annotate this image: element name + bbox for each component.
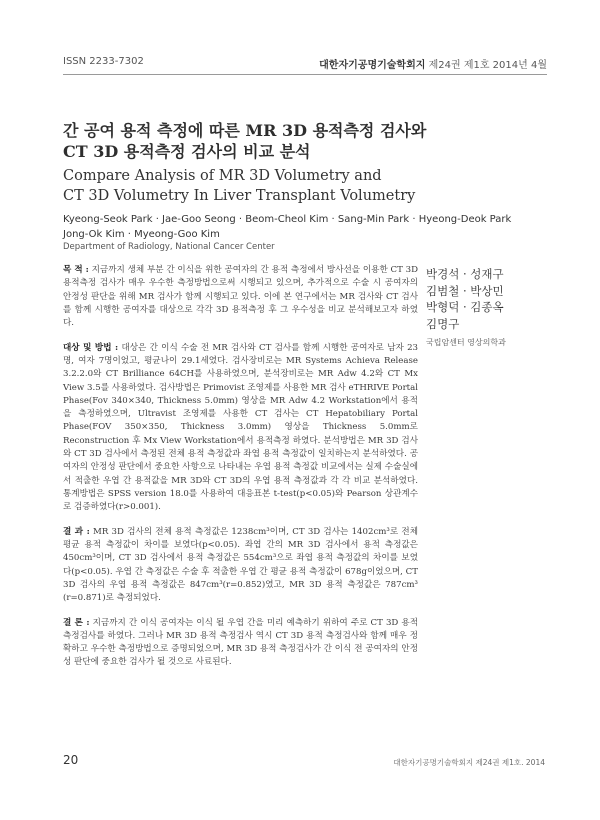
header-divider	[63, 74, 547, 75]
authors-line1: Kyeong-Seok Park · Jae-Goo Seong · Beom-Cheol Kim · Sang-Min Park · Hyeong-Deok Park	[63, 214, 512, 225]
footer-journal-info: 대한자기공명기술학회지 제24권 제1호. 2014	[393, 758, 545, 767]
purpose-text: 지금까지 생체 부분 간 이식을 위한 공여자의 간 용적 측정에서 방사선을 이용한 CT 3D 용적측정 검사가 매우 우수한 측정방법으로써 시행되고 있으며, 추가적으로 수술 시 공여자의 안정성 판단을 위해 MR 검사가 함께 시행되고 있다. 이에 본 연구에서는 MR 검사와 CT 검사를 함께 시행한 공여자를 대상으로 각각 3D 용적측정 후 그 우수성을 비교 분석해보고자 하였다.	[63, 265, 418, 329]
korean-names-line1: 박경석 · 성재구	[426, 267, 504, 281]
methods-text: 대상은 간 이식 수술 전 MR 검사와 CT 검사를 함께 시행한 공여자로 남자 23명, 여자 7명이었고, 평균나이 29.1세였다. 검사장비로는 MR Systems Achieva Release 3.2.2.0와 CT Brilliance 64CH를 사용하였으며, 분석장비로는 MR Adw 4.2와 CT Mx View 3.5를 사용하였다. 검사방법은 Primovist 조영제를 사용한 MR 검사 eTHRIVE Portal Phase(Fov 340×340, Thickness 5.0mm) 영상을 MR Adw 4.2 Workstation에서 용적을 측정하였으며, Ultravist 조영제를 사용한 CT 검사는 CT Hepatobiliary Portal Phase(FOV 350×350, Thickness 3.0mm) 영상을 Thickness 5.0mm로 Reconstruction 후 Mx View Workstation에서 용적측정 하였다. 분석방법은 MR 3D 검사와 CT 3D 검사에서 측정된 전체 용적 측정값과 좌엽 용적 측정값이 일치하는지 분석하였다. 공여자의 안정성 판단에서 중요한 사항으로 나타내는 우엽 용적 측정값 비교에서는 실제 수술실에서 적출한 우엽 간 용적값을 MR 3D와 CT 3D의 우엽 용적 측정값과 각 각 비교 분석하였다. 통계방법은 SPSS version 18.0를 사용하여 대응표본 t-test(p<0.05)와 Pearson 상관계수로 검증하였다(r>0.001).	[63, 342, 418, 513]
english-title-line2: CT 3D Volumetry In Liver Transplant Volumetry	[63, 187, 416, 204]
abstract	[63, 264, 418, 681]
department: Department of Radiology, National Cancer Center	[63, 242, 275, 252]
conclusion-label: 결 론 :	[63, 617, 90, 628]
abstract-methods	[63, 342, 418, 515]
page-number: 20	[63, 753, 79, 767]
volume-info: 제24권 제1호 2014년 4월	[428, 60, 547, 71]
results-text: MR 3D 검사의 전체 용적 측정값은 1238cm³이며, CT 3D 검사는 1402cm³로 전체 평균 용적 측정값이 차이를 보였다(p<0.05). 좌엽 간의 MR 3D 검사에서 용적 측정값은 450cm³이며, CT 3D 검사에서 용적 측정값은 554cm³으로 좌엽 용적 측정값의 차이를 보였다(p<0.05). 우엽 간 측정값은 수술 후 적출한 우엽 간 평균 용적 측정값이 678g이었으며, CT 3D 검사의 우엽 용적 측정값은 847cm³(r=0.852)였고, MR 3D 용적 측정값은 787cm³ (r=0.871)로 측정되었다.	[63, 526, 419, 604]
korean-names-line4: 김명구	[426, 317, 460, 332]
korean-author-names	[426, 266, 546, 333]
english-title	[63, 167, 543, 206]
purpose-label: 목 적 :	[63, 265, 89, 275]
abstract-purpose	[63, 264, 418, 331]
conclusion-text: 지금까지 간 이식 공여자는 이식 될 우엽 간을 미리 예측하기 위하여 주로 CT 3D 용적 측정검사를 하였다. 그러나 MR 3D 용적 측정검사 역시 CT 3D 용적 측정검사와 함께 매우 정확하고 우수한 측정방법으로 증명되었으며, MR 3D 용적 측정검사가 간 이식 전 공여자의 안정성 판단에 중요한 검사가 될 것으로 사료된다.	[63, 617, 419, 668]
issn: ISSN 2233-7302	[63, 56, 144, 67]
journal-name: 대한자기공명기술학회지	[319, 60, 426, 71]
korean-title-line2: CT 3D 용적측정 검사의 비교 분석	[63, 141, 311, 161]
english-title-line1: Compare Analysis of MR 3D Volumetry and	[63, 168, 382, 184]
journal-header	[319, 56, 547, 71]
results-label: 결 과 :	[63, 526, 90, 537]
korean-names-line2: 김범철 · 박상민	[426, 283, 504, 298]
korean-title-line1: 간 공여 용적 측정에 따른 MR 3D 용적측정 검사와	[63, 121, 427, 140]
korean-names-line3: 박형덕 · 김종옥	[426, 300, 504, 315]
methods-label: 대상 및 방법 :	[63, 342, 119, 353]
abstract-results	[63, 526, 418, 606]
abstract-conclusion	[63, 617, 418, 670]
authors-line2: Jong-Ok Kim · Myeong-Goo Kim	[63, 228, 220, 240]
korean-title	[63, 121, 543, 163]
sidebar-authors	[426, 266, 546, 348]
korean-affiliation: 국립암센터 영상의학과	[426, 337, 506, 347]
author-list	[63, 213, 543, 242]
